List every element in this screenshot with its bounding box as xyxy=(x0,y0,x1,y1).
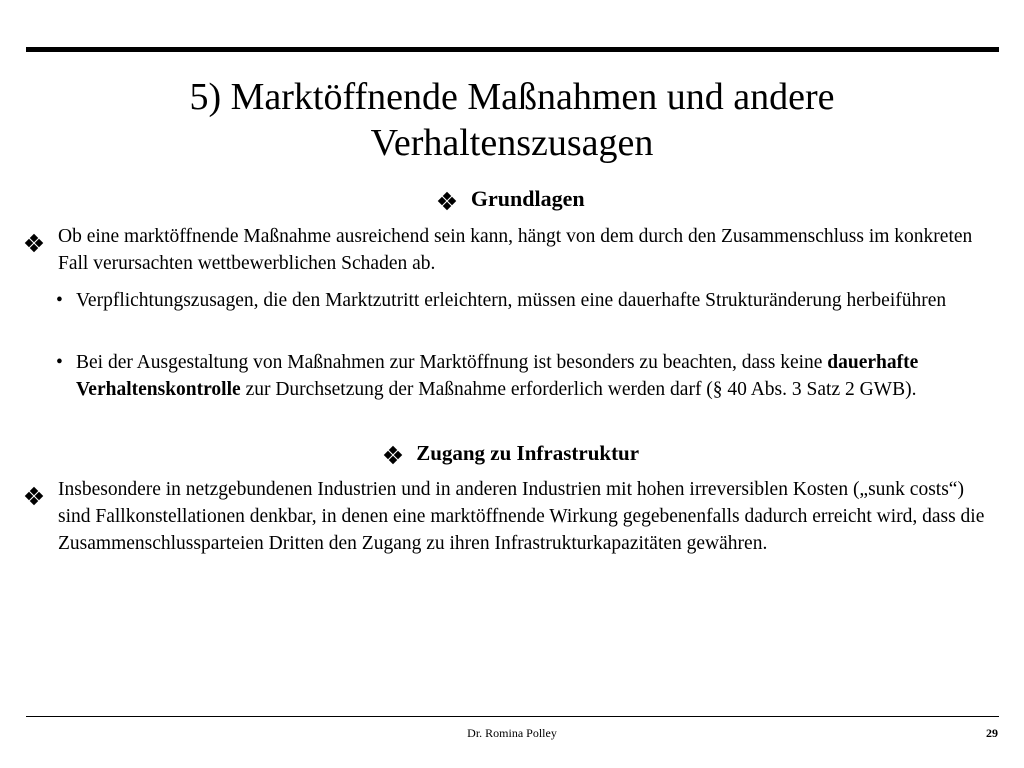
section-heading-grundlagen xyxy=(0,186,1024,212)
paragraph-2-text: Insbesondere in netzgebundenen Industrien und in anderen Industrien mit hohen irreversiblen Kosten („sunk costs“) sind Fallkonstellationen denkbar, in denen eine marktöffnende Wirkung gegebenenfalls dadurch erreicht wird, dass die Zusammenschlussparteien Dritten den Zugang zu ihren Infrastrukturkapazitäten gewähren. xyxy=(58,479,985,554)
four-diamond-icon xyxy=(439,193,455,209)
section-heading-label: Zugang zu Infrastruktur xyxy=(416,441,640,465)
bullet-item-2-text xyxy=(76,349,986,403)
four-diamond-icon xyxy=(26,235,42,251)
four-diamond-icon xyxy=(385,447,401,463)
page-number: 29 xyxy=(986,726,998,740)
paragraph-1 xyxy=(26,223,996,277)
bullet-item-1 xyxy=(56,287,986,314)
title-line-1: 5) Marktöffnende Maßnahmen und andere xyxy=(189,76,835,118)
footer-rule xyxy=(26,716,999,717)
four-diamond-icon xyxy=(26,488,42,504)
title-line-2: Verhaltenszusagen xyxy=(370,122,654,164)
bullet-item-2 xyxy=(56,349,986,403)
top-rule xyxy=(26,47,999,52)
slide-title xyxy=(0,74,1024,166)
bullet-dot-icon: • xyxy=(56,290,63,311)
bullet-item-2-post: zur Durchsetzung der Maßnahme erforderlich werden darf (§ 40 Abs. 3 Satz 2 GWB). xyxy=(240,379,917,400)
bullet-dot-icon: • xyxy=(56,352,63,373)
bullet-item-2-emphasis: dauerhafte Verhaltenskontrolle xyxy=(76,352,919,400)
bullet-item-1-text: Verpflichtungszusagen, die den Marktzutritt erleichtern, müssen eine dauerhafte Strukturänderung herbeiführen xyxy=(76,290,947,311)
section-heading-label: Grundlagen xyxy=(470,186,585,211)
footer-author: Dr. Romina Polley xyxy=(467,726,557,740)
paragraph-1-text: Ob eine marktöffnende Maßnahme ausreichend sein kann, hängt von dem durch den Zusammenschluss im konkreten Fall verursachten wettbewerblichen Schaden ab. xyxy=(58,226,973,274)
section-heading-infrastruktur xyxy=(0,440,1024,466)
bullet-item-2-pre: Bei der Ausgestaltung von Maßnahmen zur Marktöffnung ist besonders zu beachten, dass keine xyxy=(76,352,828,373)
paragraph-2 xyxy=(26,476,996,557)
